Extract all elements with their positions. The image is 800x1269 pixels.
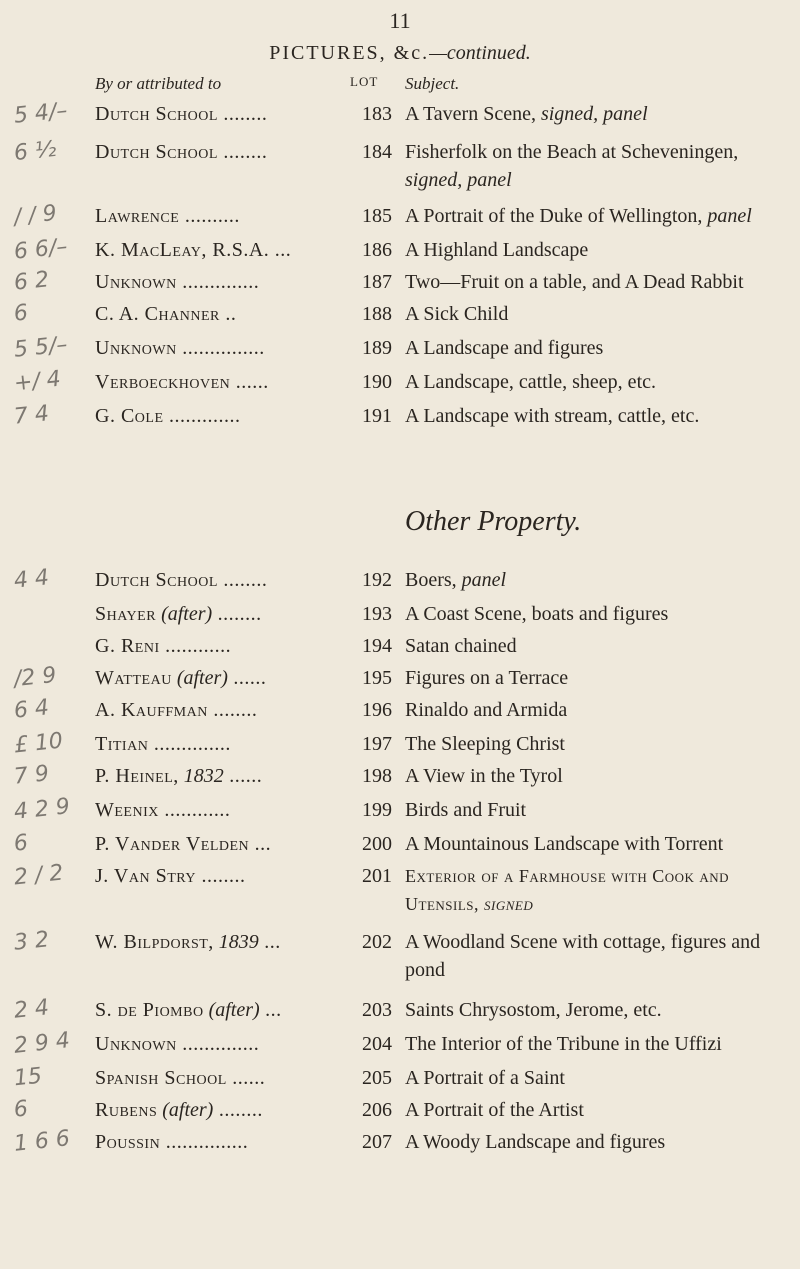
lot-row <box>0 1030 800 1058</box>
lot-number: 206 <box>362 1099 392 1121</box>
subject-title: A Landscape with stream, cattle, etc. <box>405 405 700 427</box>
subject-title: A Sick Child <box>405 303 509 325</box>
subject-annotation: signed, panel <box>405 169 512 191</box>
lot-artist <box>95 236 353 264</box>
lot-number: 187 <box>362 271 392 293</box>
leader-dots: .......... <box>179 205 240 227</box>
lot-artist <box>95 566 353 594</box>
leader-dots: ............ <box>159 635 232 657</box>
subject-title: A Portrait of the Duke of Wellington, <box>405 205 703 227</box>
leader-dots: ........ <box>212 603 262 625</box>
artist-name: Dutch School <box>95 569 218 591</box>
lot-number: 184 <box>362 141 392 163</box>
subject-title: Birds and Fruit <box>405 799 527 821</box>
lot-artist <box>95 300 353 328</box>
artist-name: P. Heinel, <box>95 765 179 787</box>
subject-title: A Portrait of a Saint <box>405 1067 565 1089</box>
subject-title: A Coast Scene, boats and figures <box>405 603 669 625</box>
artist-name: Lawrence <box>95 205 180 227</box>
handwritten-price: 6 6/– <box>12 234 69 265</box>
lot-subject <box>405 100 790 128</box>
artist-name: Unknown <box>95 271 177 293</box>
artist-name: K. MacLeay, R.S.A. <box>95 239 270 261</box>
lot-number: 204 <box>362 1033 392 1055</box>
artist-note: 1839 <box>213 931 259 953</box>
lot-artist <box>95 1096 353 1124</box>
lot-number: 207 <box>362 1131 392 1153</box>
lot-subject <box>405 236 790 264</box>
lot-number: 205 <box>362 1067 392 1089</box>
lot-number: 197 <box>362 733 392 755</box>
subject-title: Boers, <box>405 569 457 591</box>
lot-row <box>0 202 800 230</box>
lot-row <box>0 664 800 692</box>
subject-title: A Tavern Scene, <box>405 103 536 125</box>
leader-dots: ... <box>269 239 292 261</box>
subject-title: Satan chained <box>405 635 517 657</box>
subject-title: A Woodland Scene with cottage, figures and pond <box>405 931 761 981</box>
lot-artist <box>95 368 353 396</box>
artist-name: Spanish School <box>95 1067 227 1089</box>
other-property-heading: Other Property. <box>405 506 582 537</box>
lot-row <box>0 268 800 296</box>
artist-name: Titian <box>95 733 149 755</box>
column-head-artist: By or attributed to <box>95 74 222 93</box>
leader-dots: ........ <box>207 699 258 721</box>
lot-row <box>0 730 800 758</box>
subject-title: A View in the Tyrol <box>405 765 563 787</box>
artist-name: Rubens <box>95 1099 158 1121</box>
subject-annotation: panel <box>456 569 507 591</box>
lot-number: 185 <box>362 205 392 227</box>
lot-subject <box>405 368 790 396</box>
lot-artist <box>95 762 353 790</box>
lot-subject <box>405 696 790 724</box>
handwritten-price: 3 2 <box>12 927 51 956</box>
artist-name: W. Bilpdorst, <box>95 931 214 953</box>
handwritten-price: 2 / 2 <box>12 860 65 891</box>
leader-dots: ... <box>258 931 281 953</box>
leader-dots: ............... <box>176 337 265 359</box>
lot-artist <box>95 830 353 858</box>
lot-row <box>0 696 800 724</box>
lot-artist <box>95 796 353 824</box>
lot-row <box>0 830 800 858</box>
lot-number: 188 <box>362 303 392 325</box>
subject-title: A Highland Landscape <box>405 239 589 261</box>
leader-dots: ........ <box>195 865 246 887</box>
lot-number: 191 <box>362 405 392 427</box>
lot-number: 194 <box>362 635 392 657</box>
artist-name: Unknown <box>95 1033 177 1055</box>
lot-subject <box>405 566 790 594</box>
artist-name: Verboeckhoven <box>95 371 231 393</box>
lot-artist <box>95 202 353 230</box>
lot-artist <box>95 268 353 296</box>
lot-artist <box>95 1128 353 1156</box>
leader-dots: ........ <box>217 569 268 591</box>
lot-row <box>0 1128 800 1156</box>
leader-dots: ...... <box>230 371 269 393</box>
lot-artist <box>95 100 353 128</box>
lot-subject <box>405 796 790 824</box>
lot-row <box>0 632 800 660</box>
lot-artist <box>95 632 353 660</box>
lot-row <box>0 927 800 981</box>
lot-number: 203 <box>362 999 392 1021</box>
lot-subject <box>405 730 790 758</box>
lot-subject <box>405 1030 790 1058</box>
leader-dots: ........ <box>217 141 268 163</box>
artist-name: P. Vander Velden <box>95 833 250 855</box>
artist-name: S. de Piombo <box>95 999 204 1021</box>
subject-title: Rinaldo and Armida <box>405 699 568 721</box>
lot-number: 190 <box>362 371 392 393</box>
leader-dots: ............ <box>158 799 231 821</box>
subject-title: The Sleeping Christ <box>405 733 565 755</box>
handwritten-price: 6 4 <box>12 695 51 724</box>
subject-title: A Mountainous Landscape with Torrent <box>405 833 724 855</box>
lot-number: 199 <box>362 799 392 821</box>
lot-number: 189 <box>362 337 392 359</box>
artist-name: G. Cole <box>95 405 164 427</box>
handwritten-price: 4 4 <box>12 565 51 594</box>
leader-dots: ...... <box>223 765 263 787</box>
lot-row <box>0 100 800 128</box>
lot-subject <box>405 664 790 692</box>
column-head-subject: Subject. <box>405 74 460 93</box>
artist-note: (after) <box>203 999 260 1021</box>
running-head-continued: —continued. <box>429 42 531 64</box>
lot-artist <box>95 996 353 1024</box>
subject-annotation: panel <box>702 205 752 227</box>
lot-number: 183 <box>362 103 392 125</box>
artist-name: J. Van Stry <box>95 865 196 887</box>
artist-name: Shayer <box>95 603 157 625</box>
lot-subject <box>405 138 790 194</box>
lot-subject <box>405 862 790 918</box>
artist-name: C. A. Channer <box>95 303 220 325</box>
lot-artist <box>95 1064 353 1092</box>
lot-row <box>0 334 800 362</box>
lot-row <box>0 566 800 594</box>
lot-number: 201 <box>362 865 392 887</box>
subject-title: A Woody Landscape and figures <box>405 1131 666 1153</box>
lot-number: 195 <box>362 667 392 689</box>
leader-dots: ........ <box>213 1099 263 1121</box>
handwritten-price: 15 <box>12 1063 44 1092</box>
handwritten-price: 6 2 <box>12 267 51 296</box>
lot-subject <box>405 268 790 296</box>
lot-row <box>0 368 800 396</box>
artist-note: (after) <box>157 1099 214 1121</box>
lot-number: 202 <box>362 931 392 953</box>
lot-subject <box>405 600 790 628</box>
handwritten-price: 6 <box>12 300 30 327</box>
artist-note: 1832 <box>178 765 224 787</box>
artist-name: Dutch School <box>95 103 218 125</box>
handwritten-price: / / 9 <box>12 200 58 231</box>
lot-subject <box>405 996 790 1024</box>
lot-number: 192 <box>362 569 392 591</box>
handwritten-price: 5 4/– <box>12 98 69 129</box>
lot-row <box>0 996 800 1024</box>
subject-title: Exterior of a Farmhouse with Cook and Utensils, <box>405 866 730 914</box>
lot-row <box>0 402 800 430</box>
page-number: 11 <box>389 8 411 33</box>
running-head <box>0 42 800 65</box>
lot-subject <box>405 202 790 230</box>
subject-title: Two—Fruit on a table, and A Dead Rabbit <box>405 271 744 293</box>
artist-name: Watteau <box>95 667 172 689</box>
lot-row <box>0 762 800 790</box>
handwritten-price: 6 <box>12 830 30 857</box>
lot-artist <box>95 862 353 890</box>
subject-annotation: signed <box>479 894 534 914</box>
handwritten-price: 6 <box>12 1096 30 1123</box>
lot-subject <box>405 1064 790 1092</box>
lot-artist <box>95 696 353 724</box>
leader-dots: .............. <box>176 271 260 293</box>
lot-subject <box>405 632 790 660</box>
leader-dots: ............... <box>160 1131 249 1153</box>
lot-subject <box>405 928 790 984</box>
lot-subject <box>405 402 790 430</box>
lot-row <box>0 600 800 628</box>
lot-subject <box>405 334 790 362</box>
lot-subject <box>405 1128 790 1156</box>
lot-subject <box>405 762 790 790</box>
handwritten-price: 1 6 6 <box>12 1126 72 1157</box>
handwritten-price: 7 9 <box>12 761 51 790</box>
leader-dots: .............. <box>148 733 231 755</box>
lot-number: 200 <box>362 833 392 855</box>
lot-number: 196 <box>362 699 392 721</box>
lot-number: 198 <box>362 765 392 787</box>
handwritten-price: /2 9 <box>12 662 58 693</box>
lot-artist <box>95 928 353 956</box>
leader-dots: ............. <box>163 405 241 427</box>
lot-artist <box>95 402 353 430</box>
lot-artist <box>95 600 353 628</box>
subject-title: The Interior of the Tribune in the Uffizi <box>405 1033 722 1055</box>
artist-name: Dutch School <box>95 141 218 163</box>
handwritten-price: 2 9 4 <box>12 1028 72 1059</box>
artist-note: (after) <box>171 667 228 689</box>
artist-name: Poussin <box>95 1131 161 1153</box>
artist-name: Weenix <box>95 799 159 821</box>
lot-row <box>0 860 800 914</box>
running-head-title: PICTURES, &c. <box>269 42 430 64</box>
leader-dots: ...... <box>227 667 267 689</box>
leader-dots: ... <box>249 833 272 855</box>
lot-row <box>0 1064 800 1092</box>
lot-row <box>0 796 800 824</box>
handwritten-price: 2 4 <box>12 995 51 1024</box>
subject-title: Figures on a Terrace <box>405 667 569 689</box>
handwritten-price: 5 5/– <box>12 332 69 363</box>
subject-title: Fisherfolk on the Beach at Scheveningen, <box>405 141 739 163</box>
subject-title: Saints Chrysostom, Jerome, etc. <box>405 999 662 1021</box>
lot-row <box>0 1096 800 1124</box>
artist-name: G. Reni <box>95 635 160 657</box>
lot-artist <box>95 664 353 692</box>
lot-number: 193 <box>362 603 392 625</box>
subject-title: A Portrait of the Artist <box>405 1099 584 1121</box>
handwritten-price: +/ 4 <box>12 366 62 397</box>
artist-note: (after) <box>156 603 213 625</box>
leader-dots: .............. <box>176 1033 260 1055</box>
lot-number: 186 <box>362 239 392 261</box>
lot-subject <box>405 300 790 328</box>
leader-dots: .. <box>219 303 237 325</box>
leader-dots: ........ <box>217 103 268 125</box>
column-head-lot: LOT <box>350 74 379 89</box>
leader-dots: ... <box>259 999 282 1021</box>
leader-dots: ...... <box>226 1067 266 1089</box>
artist-name: Unknown <box>95 337 177 359</box>
handwritten-price: £ 10 <box>12 728 65 759</box>
artist-name: A. Kauffman <box>95 699 208 721</box>
subject-annotation: signed, panel <box>535 103 648 125</box>
lot-subject <box>405 1096 790 1124</box>
handwritten-price: 4 2 9 <box>12 794 72 825</box>
handwritten-price: 7 4 <box>12 401 51 430</box>
lot-subject <box>405 830 790 858</box>
lot-artist <box>95 1030 353 1058</box>
subject-title: A Landscape and figures <box>405 337 604 359</box>
lot-artist <box>95 334 353 362</box>
lot-artist <box>95 730 353 758</box>
lot-row <box>0 136 800 191</box>
subject-title: A Landscape, cattle, sheep, etc. <box>405 371 656 393</box>
lot-artist <box>95 138 353 166</box>
lot-row <box>0 236 800 264</box>
lot-row <box>0 300 800 328</box>
handwritten-price: 6 ½ <box>12 136 58 167</box>
